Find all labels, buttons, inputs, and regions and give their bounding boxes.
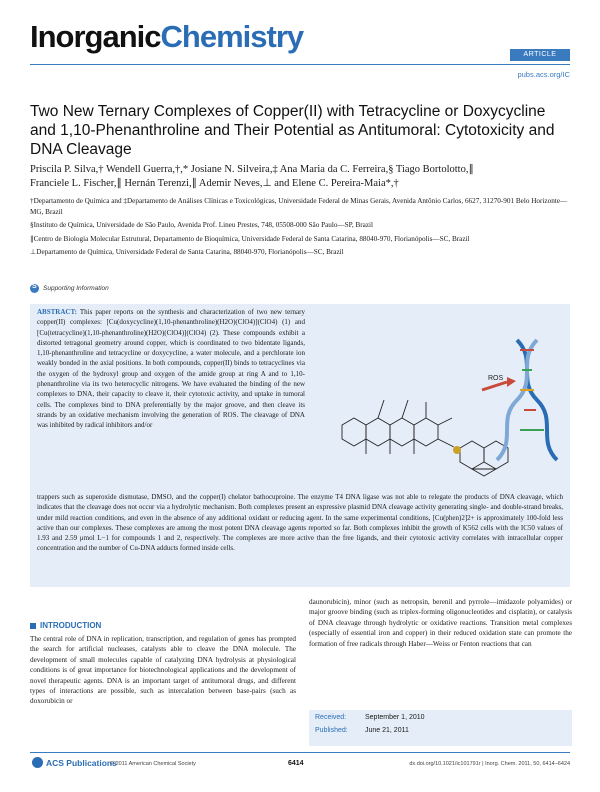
author-list <box>30 163 576 190</box>
journal-title <box>30 20 303 54</box>
journal-url[interactable]: pubs.acs.org/IC <box>517 70 570 79</box>
page-number: 6414 <box>288 760 304 767</box>
paper-title: Two New Ternary Complexes of Copper(II) with Tetracycline or Doxycycline and 1,10-Phenanthroline and Their Potential as Antitumoral: Cytotoxicity and DNA Cleavage <box>30 103 555 158</box>
intro-column-2: daunorubicin), minor (such as netropsin, berenil and pyrrole—imidazole polyamides) or major groove binding (such as triplex-forming oligonucleotides and cisplatin), or catalysis of DNA cleavage through hydrolytic or oxidative reactions. Transition metal complexes (especially of essential iron and copper) in their reduced oxidation state can promote the formation of free radicals through Haber—Weiss or Fenton reactions that can <box>309 598 572 648</box>
affiliation-4: ⊥Departamento de Química, Universidade Federal de Santa Catarina, 88040-970, Florianópolis—SC, Brazil <box>30 248 344 256</box>
journal-name-part2: Chemistry <box>160 19 304 54</box>
authors-line-2: Franciele L. Fischer,∥ Hernán Terenzi,∥ Ademir Neves,⊥ and Elene C. Pereira-Maia*,† <box>30 177 399 189</box>
intro-heading <box>30 621 101 630</box>
published-value: June 21, 2011 <box>365 727 409 734</box>
authors-line-1: Priscila P. Silva,† Wendell Guerra,†,* Josiane N. Silveira,‡ Ana Maria da C. Ferreira,§ Tiago Bortolotto,∥ <box>30 164 474 175</box>
intro-column-1: The central role of DNA in replication, transcription, and regulation of genes has prompted the search for artificial nucleases, catalysts able to cleave the DNA molecule. The development of small molecules capable of catalyzing DNA hydrolysis at physiological conditions is of great importance for biotechnological applications and the development of novel therapeutic agents. DNA is an important target of antitumoral drugs, and different types of interactions are possible, such as intercalation between base-pairs (such as doxorubicin or <box>30 635 296 706</box>
section-marker-icon <box>30 623 36 629</box>
published-row <box>309 727 409 734</box>
abstract-narrow <box>37 307 305 431</box>
affiliations <box>30 196 570 261</box>
abstract-text-narrow: This paper reports on the synthesis and characterization of two new ternary copper(II) complexes: [Cu(doxycycline)(1,10-phenanthroline)(H2O)(ClO4)](ClO4) (1) and [Cu(tetracycline)(1,10-phenanthroline)(H2O)(ClO4)](ClO4) (2). These compounds exhibit a distorted tetragonal geometry around copper, which is coordinated to two bidentate ligands, 1,10-phenanthroline and tetracycline or doxycycline, a water molecule, and a perchlorate ion weakly bonded in the axial positions. In both compounds, copper(II) binds to tetracyclines via the oxygen of the hydroxyl group and oxygen of the amide group at ring A and to 1,10-phenanthroline via its two heterocyclic nitrogens. We have evaluated the binding of the new complexes to DNA, their capacity to cleave it, their cytotoxic activity, and uptake in tumoral cells. The complexes bind to DNA preferentially by the major groove, and then cleave its strands by an oxidative mechanism involving the generation of ROS. The cleavage of DNA was inhibited by radical inhibitors and/or <box>37 308 305 430</box>
ros-label: ROS <box>488 375 504 382</box>
supporting-info-icon <box>30 284 39 293</box>
affiliation-3: ∥Centro de Biologia Molecular Estrutural, Departamento de Bioquímica, Universidade Federal de Santa Catarina, 88040-970, Florianópolis—SC, Brazil <box>30 234 470 243</box>
footer-rule <box>30 752 570 753</box>
doi-citation[interactable]: dx.doi.org/10.1021/ic101791r | Inorg. Chem. 2011, 50, 6414–6424 <box>409 761 570 767</box>
acs-logo-icon <box>32 757 43 768</box>
received-label: Received: <box>315 714 347 721</box>
received-value: September 1, 2010 <box>365 714 425 721</box>
header-rule <box>30 64 570 65</box>
published-label: Published: <box>315 727 348 734</box>
ros-arrow <box>482 382 507 390</box>
article-badge: ARTICLE <box>510 49 570 61</box>
intro-heading-label: INTRODUCTION <box>40 621 102 630</box>
affiliation-1: †Departamento de Química and ‡Departamento de Análises Clínicas e Toxicológicas, Universidade Federal de Minas Gerais, Avenida Antônio Carlos, 6627, 31270-901 Belo Horizonte—MG, Brazil <box>30 197 568 216</box>
abstract-label: ABSTRACT: <box>37 308 77 316</box>
supporting-info-link[interactable] <box>30 284 109 293</box>
supporting-info-label: Supporting Information <box>43 285 109 292</box>
dna-helix <box>497 340 557 460</box>
abstract-text-full: trappers such as superoxide dismutase, DMSO, and the copper(I) chelator bathocuproine. The enzyme T4 DNA ligase was not able to relegate the products of DNA cleavage, which indicates that the cleavage does not occur via a hydrolytic mechanism. Both complexes present an expressive plasmid DNA cleavage activity generating single- and double-strand breaks, under mild reaction conditions, and even in the absence of any additional oxidant or reducing agent. In the same experimental conditions, [Cu(phen)2]2+ is approximately 100-fold less active than our complexes. These complexes are among the most potent DNA cleavage agents reported so far. Both complexes inhibit the growth of K562 cells with the IC50 values of 1.93 and 2.59 μmol L−1 for compounds 1 and 2, respectively. The complexes are more active than the free ligands, and their cytotoxic activity correlates with intracellular copper concentration and the number of Cu-DNA adducts formed inside cells. <box>37 493 563 553</box>
journal-name-part1: Inorganic <box>30 19 161 54</box>
affiliation-2: §Instituto de Química, Universidade de São Paulo, Avenida Prof. Lineu Prestes, 748, 05508-000 São Paulo—SP, Brazil <box>30 221 374 229</box>
molecule-structure <box>342 400 508 476</box>
received-row <box>309 714 425 721</box>
copper-atom <box>453 446 461 454</box>
copyright: © 2011 American Chemical Society <box>110 761 196 767</box>
toc-graphic <box>312 330 562 490</box>
acs-publications-logo[interactable] <box>32 757 117 768</box>
publisher-name: ACS Publications <box>46 757 117 768</box>
